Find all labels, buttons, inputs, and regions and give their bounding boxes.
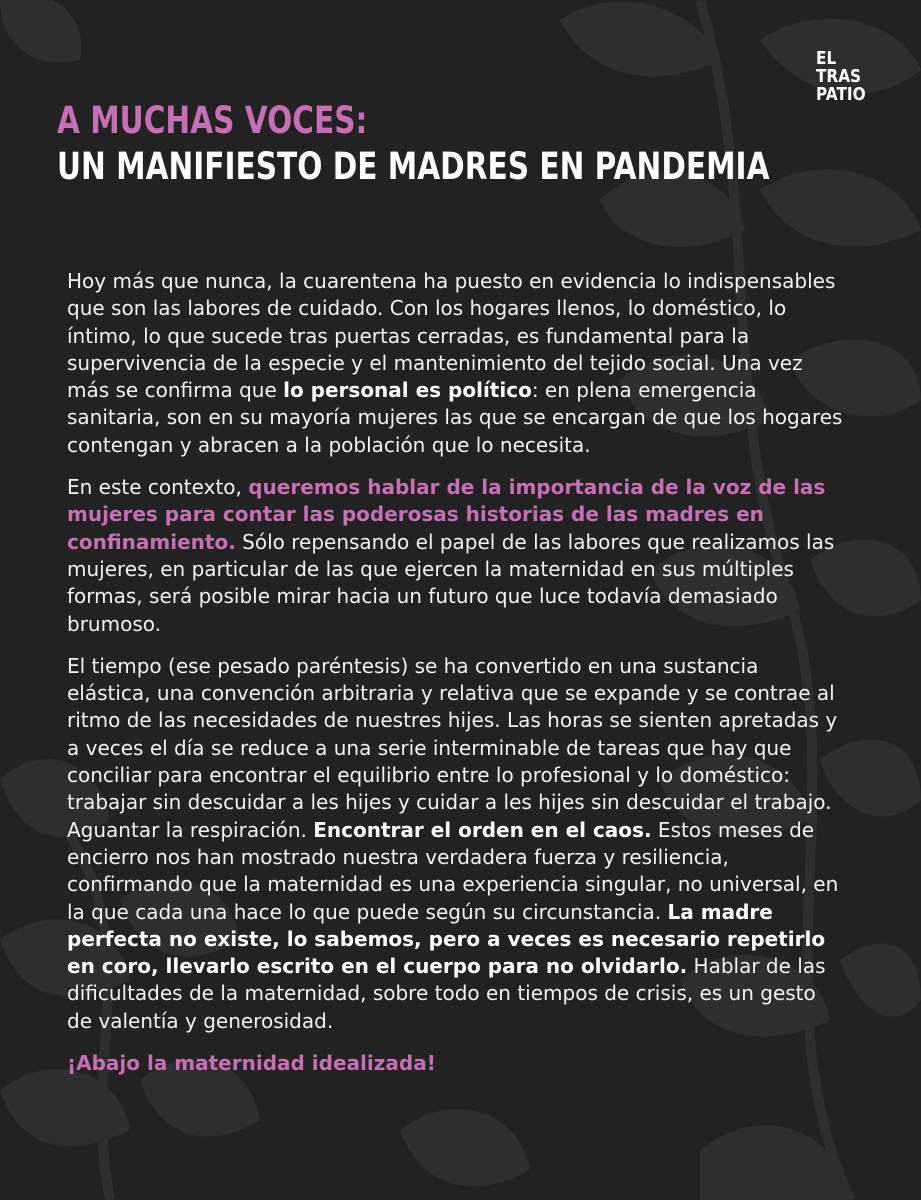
logo-line-2: TRAS bbox=[816, 66, 862, 87]
paragraph-1 bbox=[67, 268, 847, 459]
title-line-1: A MUCHAS VOCES: bbox=[57, 99, 368, 142]
paragraph-2-text-before: En este contexto, bbox=[67, 475, 249, 500]
logo-line-3: PATIO bbox=[816, 84, 866, 105]
paragraph-2-text-after: Sólo repensando el papel de las labores que realizamos las mujeres, en particular de las que ejercen la maternidad en sus múltiples formas, será posible mirar hacia un futuro que luce todavía demasiado brumoso. bbox=[67, 529, 835, 636]
paragraph-1-text-before: Hoy más que nunca, la cuarentena ha puesto en evidencia lo indispensables que son las labores de cuidado. Con los hogares llenos, lo doméstico, lo íntimo, lo que sucede tras puertas cerradas, es fundamental para la supervivencia de la especie y el mantenimiento del tejido social. Una vez más se confirma que bbox=[67, 269, 836, 403]
paragraph-1-bold: lo personal es político bbox=[283, 378, 532, 403]
paragraph-1-text-after: : en plena emergencia sanitaria, son en su mayoría mujeres las que se encargan de que los hogares contengan y abracen a la población que lo necesita. bbox=[67, 378, 843, 457]
paragraph-3 bbox=[67, 653, 847, 1035]
paragraph-2 bbox=[67, 474, 847, 638]
title-line-2: UN MANIFIESTO DE MADRES EN PANDEMIA bbox=[57, 145, 770, 188]
paragraph-2-highlight: queremos hablar de la importancia de la voz de las mujeres para contar las poderosas historias de las madres en confinamiento. bbox=[67, 475, 826, 554]
el-traspatio-logo bbox=[816, 50, 866, 104]
page-title bbox=[57, 98, 921, 190]
paragraph-3-text-1: El tiempo (ese pesado paréntesis) se ha convertido en una sustancia elástica, una convención arbitraria y relativa que se expande y se contrae al ritmo de las necesidades de nuestres hijes. Las horas se sienten apretadas y a veces el día se reduce a una serie interminable de tareas que hay que conciliar para encontrar el equilibrio entre lo profesional y lo doméstico: trabajar sin descuidar a les hijes y cuidar a les hijes sin descuidar el trabajo. Aguantar la respiración. bbox=[67, 653, 838, 842]
closing-slogan: ¡Abajo la maternidad idealizada! bbox=[67, 1051, 436, 1076]
logo-line-1: EL bbox=[816, 48, 837, 69]
paragraph-3-text-2: Estos meses de encierro nos han mostrado nuestra verdadera fuerza y resiliencia, confirmando que la maternidad es una experiencia singular, no universal, en la que cada una hace lo que puede según su circunstancia. bbox=[67, 817, 839, 924]
paragraph-3-bold-1: Encontrar el orden en el caos. bbox=[313, 817, 652, 842]
paragraph-3-text-3: Hablar de las dificultades de la maternidad, sobre todo en tiempos de crisis, es un gesto de valentía y generosidad. bbox=[67, 954, 826, 1033]
manifesto-body bbox=[67, 268, 847, 1092]
paragraph-3-bold-2: La madre perfecta no existe, lo sabemos, pero a veces es necesario repetirlo en coro, llevarlo escrito en el cuerpo para no olvidarlo. bbox=[67, 899, 826, 979]
